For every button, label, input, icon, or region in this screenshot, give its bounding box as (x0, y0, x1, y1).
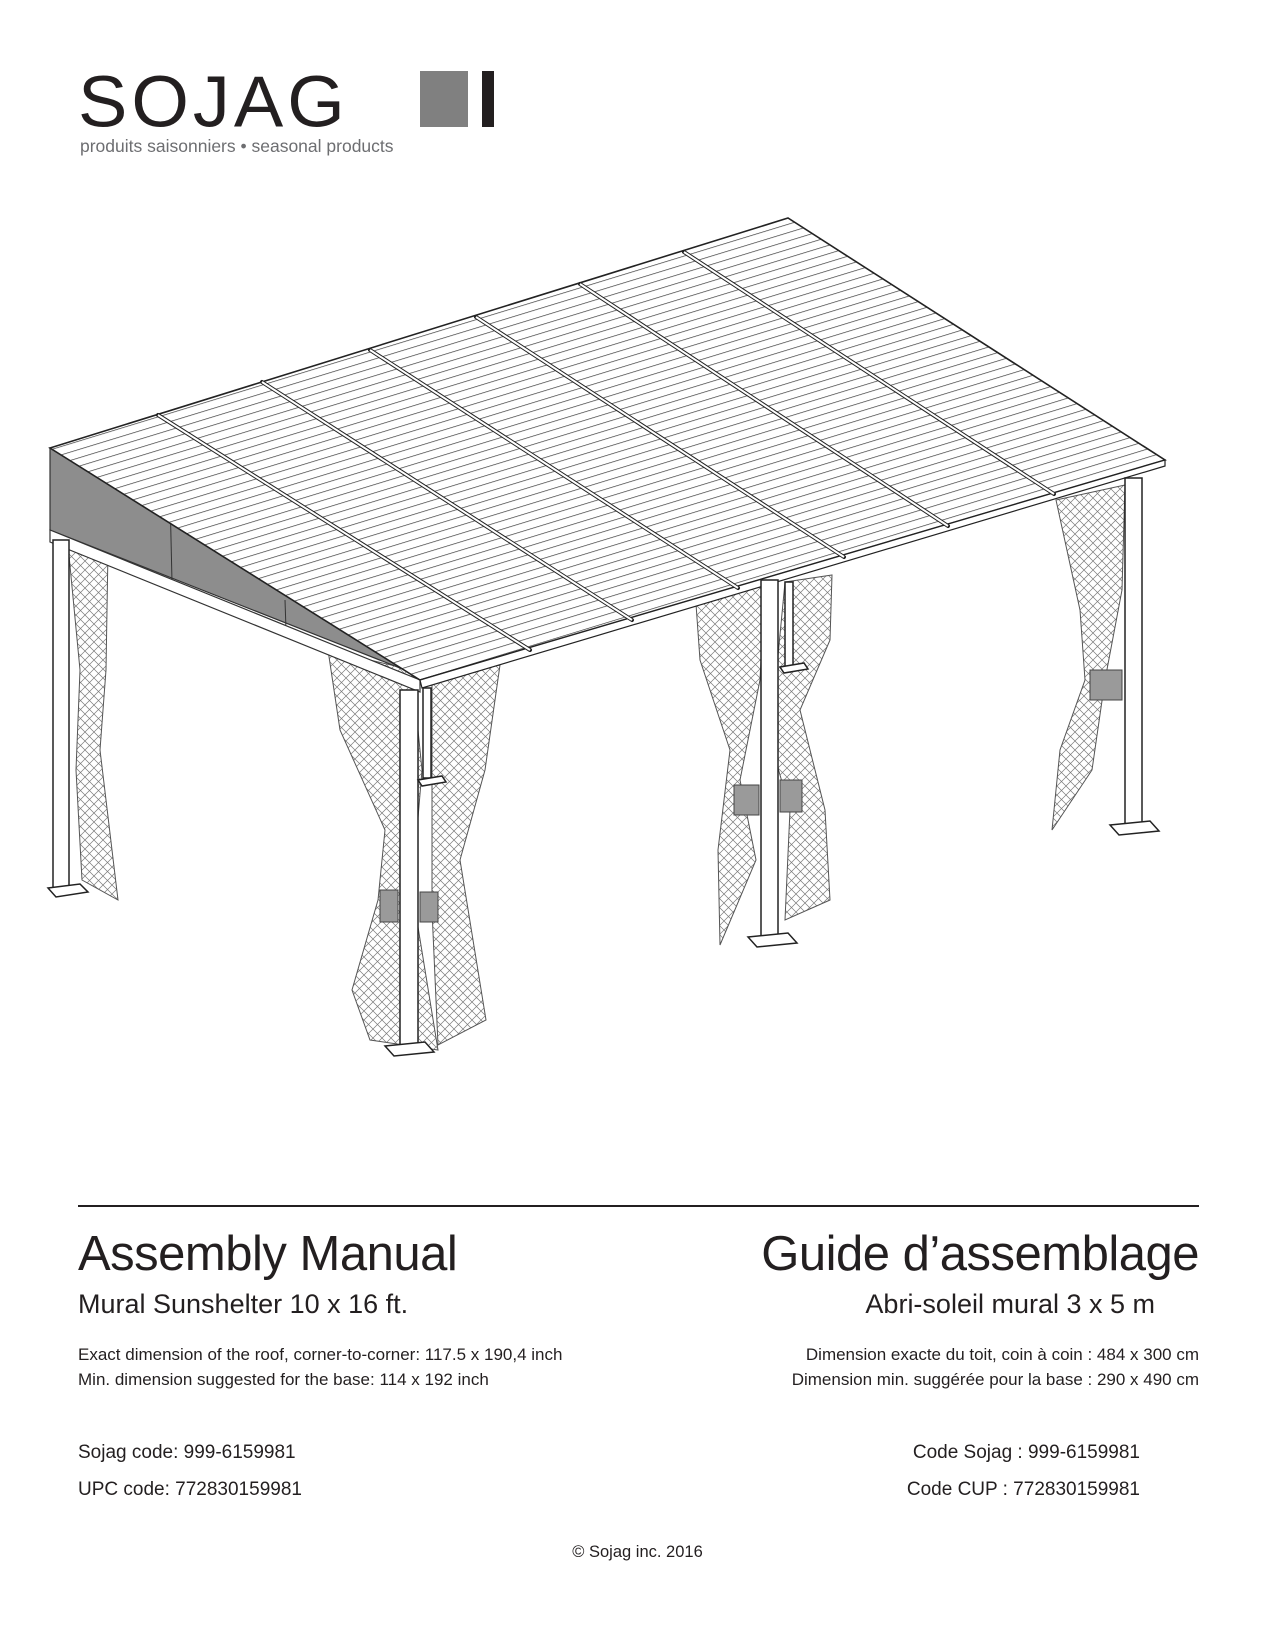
product-illustration (40, 210, 1240, 1130)
english-upc-code: UPC code: 772830159981 (78, 1479, 302, 1500)
english-title: Assembly Manual (78, 1227, 458, 1281)
english-codes (78, 1434, 638, 1508)
english-base-dimension: Min. dimension suggested for the base: 114 x 192 inch (78, 1369, 489, 1389)
curtain-right (1052, 485, 1125, 830)
french-dimensions (639, 1343, 1199, 1392)
brand-name: SOJAG (78, 60, 349, 143)
brand-mark-bar (482, 71, 494, 127)
english-sojag-code: Sojag code: 999-6159981 (78, 1442, 296, 1463)
french-roof-dimension: Dimension exacte du toit, coin à coin : 484 x 300 cm (805, 1345, 1199, 1364)
brand-tagline: produits saisonniers • seasonal products (80, 136, 394, 156)
section-divider (78, 1205, 1199, 1207)
brand-mark-square (420, 71, 468, 127)
french-title: Guide d’assemblage (761, 1227, 1199, 1281)
english-roof-dimension: Exact dimension of the roof, corner-to-corner: 117.5 x 190,4 inch (78, 1345, 563, 1364)
french-codes (639, 1434, 1199, 1508)
curtain-left-back (68, 545, 118, 900)
french-section (639, 1225, 1199, 1508)
gazebo-drawing-icon (40, 210, 1240, 1130)
english-subtitle: Mural Sunshelter 10 x 16 ft. (78, 1289, 409, 1319)
copyright-notice: © Sojag inc. 2016 (572, 1543, 703, 1561)
english-dimensions (78, 1343, 638, 1392)
brand-mark-icon (420, 71, 500, 127)
brand-logo (78, 62, 508, 172)
english-section (78, 1225, 638, 1508)
french-subtitle: Abri-soleil mural 3 x 5 m (865, 1289, 1155, 1319)
french-base-dimension: Dimension min. suggérée pour la base : 290 x 490 cm (791, 1369, 1199, 1389)
french-sojag-code: Code Sojag : 999-6159981 (912, 1442, 1140, 1463)
french-upc-code: Code CUP : 772830159981 (906, 1479, 1140, 1500)
